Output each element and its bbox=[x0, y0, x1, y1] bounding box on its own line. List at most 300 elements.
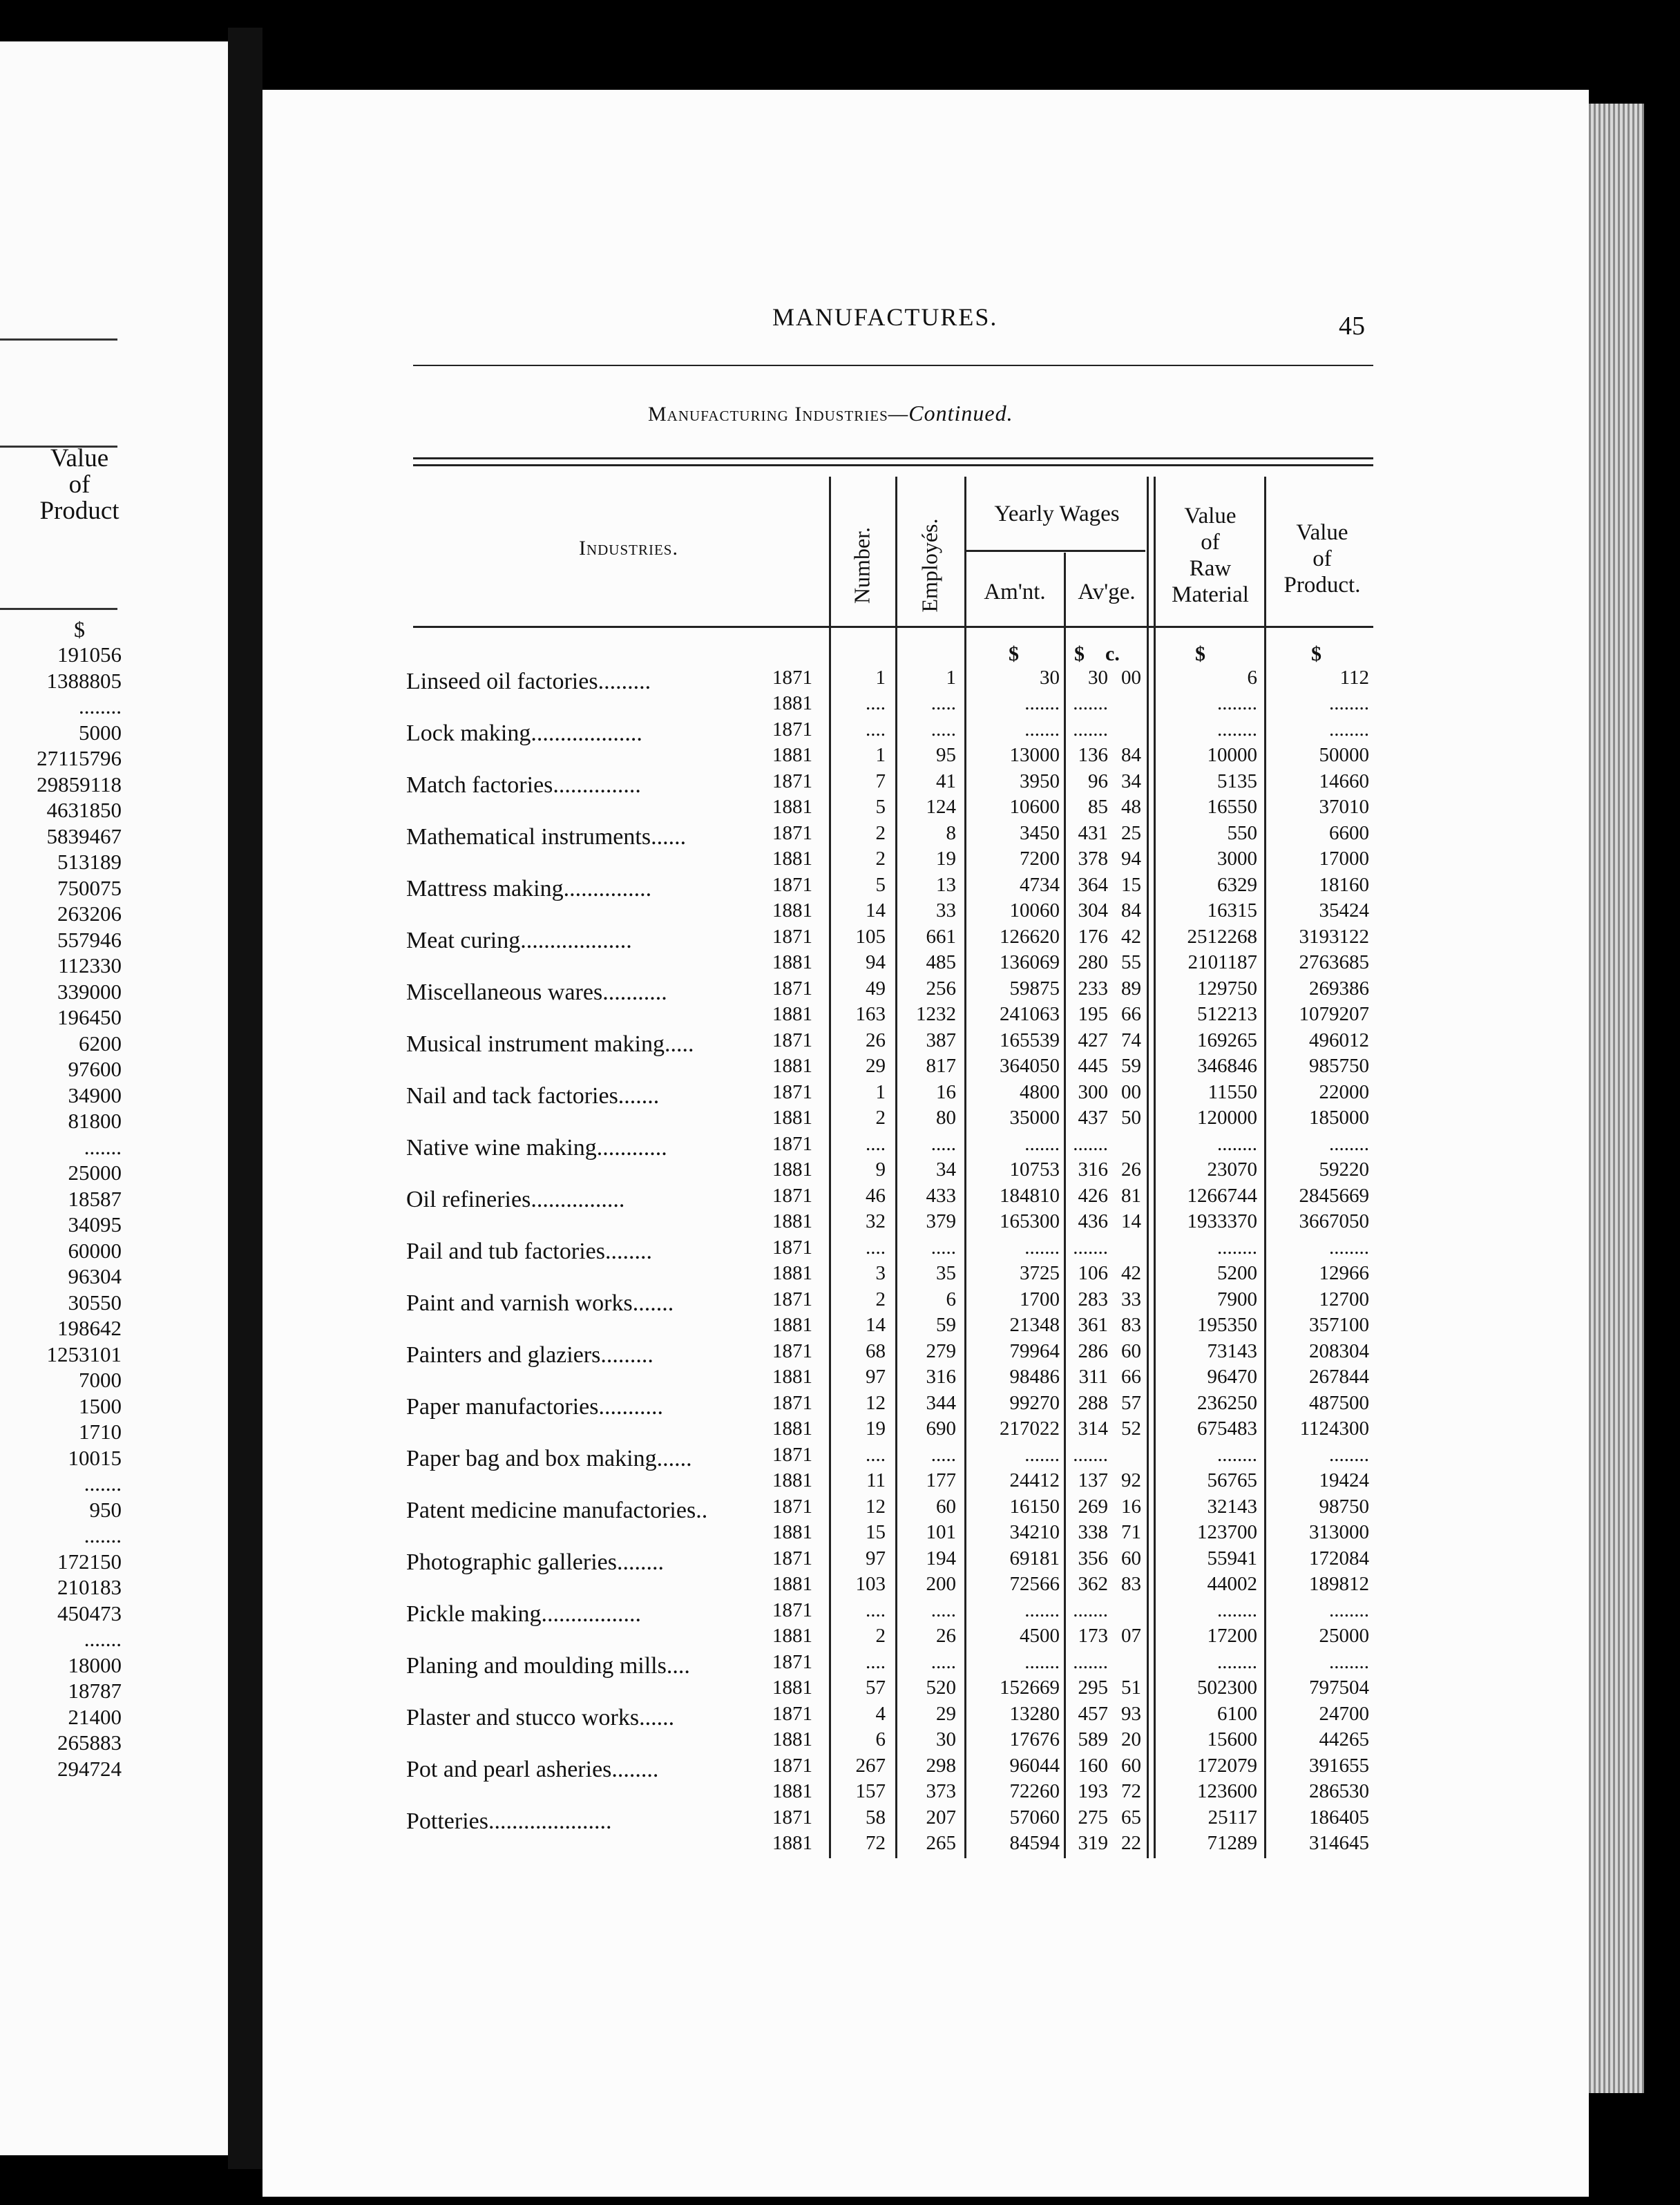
average-dollars-cell: 437 bbox=[1078, 1107, 1108, 1129]
industry-name: Meat curing................... bbox=[406, 928, 632, 953]
number-cell: 2 bbox=[875, 1107, 886, 1129]
raw-material-cell: 44002 bbox=[1207, 1573, 1257, 1595]
number-cell: 1 bbox=[875, 744, 886, 766]
left-dollar-unit: $ bbox=[74, 617, 85, 642]
amount-cell: ....... bbox=[1024, 1133, 1060, 1155]
year-cell: 1871 bbox=[772, 1392, 812, 1414]
average-dollars-cell: 96 bbox=[1088, 770, 1108, 792]
employes-cell: 33 bbox=[936, 899, 956, 922]
number-cell: 157 bbox=[855, 1780, 886, 1802]
average-dollars-cell: ....... bbox=[1073, 1444, 1108, 1466]
product-cell: 487500 bbox=[1309, 1392, 1369, 1414]
amount-cell: 24412 bbox=[1009, 1469, 1060, 1491]
year-cell: 1871 bbox=[772, 1029, 812, 1051]
number-cell: 68 bbox=[866, 1340, 886, 1362]
product-cell: 50000 bbox=[1319, 744, 1369, 766]
raw-material-cell: 25117 bbox=[1208, 1806, 1257, 1829]
year-cell: 1871 bbox=[772, 718, 812, 741]
raw-material-cell: 32143 bbox=[1207, 1496, 1257, 1518]
left-page-value: 27115796 bbox=[37, 746, 122, 770]
product-cell: 59220 bbox=[1319, 1158, 1369, 1181]
left-page-value: 18587 bbox=[68, 1186, 122, 1211]
employes-cell: 124 bbox=[926, 796, 956, 818]
year-cell: 1871 bbox=[772, 1496, 812, 1518]
amount-cell: 57060 bbox=[1009, 1806, 1060, 1829]
raw-material-cell: 129750 bbox=[1197, 977, 1257, 1000]
raw-material-cell: 550 bbox=[1227, 822, 1257, 844]
employes-cell: 194 bbox=[926, 1547, 956, 1569]
leader-dots: ............... bbox=[563, 876, 652, 901]
employes-cell: 16 bbox=[936, 1081, 956, 1103]
product-cell: 185000 bbox=[1309, 1107, 1369, 1129]
raw-material-cell: 120000 bbox=[1197, 1107, 1257, 1129]
employes-cell: 265 bbox=[926, 1832, 956, 1854]
industry-name: Nail and tack factories....... bbox=[406, 1083, 660, 1109]
average-cents-cell: 33 bbox=[1121, 1288, 1141, 1310]
employes-cell: 177 bbox=[926, 1469, 956, 1491]
number-cell: 57 bbox=[866, 1677, 886, 1699]
year-cell: 1881 bbox=[772, 1003, 812, 1025]
average-dollars-cell: 431 bbox=[1078, 822, 1108, 844]
year-cell: 1871 bbox=[772, 1237, 812, 1259]
product-cell: 12700 bbox=[1319, 1288, 1369, 1310]
employes-cell: ..... bbox=[930, 692, 956, 714]
number-cell: 94 bbox=[866, 951, 886, 973]
amount-cell: 30 bbox=[1040, 667, 1060, 689]
leader-dots: ........ bbox=[616, 1549, 664, 1575]
average-dollars-cell: 356 bbox=[1078, 1547, 1108, 1569]
employes-cell: 19 bbox=[936, 848, 956, 870]
average-cents-cell: 89 bbox=[1121, 977, 1141, 1000]
leader-dots: ................ bbox=[531, 1187, 625, 1212]
year-cell: 1881 bbox=[772, 848, 812, 870]
amount-cell: 217022 bbox=[1000, 1418, 1060, 1440]
raw-material-cell: 10000 bbox=[1207, 744, 1257, 766]
amount-cell: 184810 bbox=[1000, 1185, 1060, 1207]
product-cell: 314645 bbox=[1309, 1832, 1369, 1854]
year-cell: 1881 bbox=[772, 796, 812, 818]
leader-dots: ..................... bbox=[488, 1808, 612, 1834]
product-cell: 357100 bbox=[1309, 1314, 1369, 1336]
product-cell: 14660 bbox=[1319, 770, 1369, 792]
left-page-value: 25000 bbox=[68, 1161, 122, 1185]
average-dollars-cell: ....... bbox=[1073, 1237, 1108, 1259]
product-cell: 18160 bbox=[1319, 874, 1369, 896]
employes-cell: 34 bbox=[936, 1158, 956, 1181]
year-cell: 1871 bbox=[772, 874, 812, 896]
amount-cell: 10753 bbox=[1009, 1158, 1060, 1181]
amount-cell: 126620 bbox=[1000, 926, 1060, 948]
average-dollars-cell: 30 bbox=[1088, 667, 1108, 689]
number-cell: 7 bbox=[875, 770, 886, 792]
number-cell: .... bbox=[866, 1133, 886, 1155]
average-dollars-cell: 378 bbox=[1078, 848, 1108, 870]
amount-cell: 69181 bbox=[1009, 1547, 1060, 1569]
amount-cell: 79964 bbox=[1009, 1340, 1060, 1362]
number-cell: 3 bbox=[875, 1262, 886, 1284]
product-cell: ........ bbox=[1329, 718, 1369, 741]
year-cell: 1881 bbox=[772, 1728, 812, 1750]
year-cell: 1881 bbox=[772, 1262, 812, 1284]
industry-name: Potteries..................... bbox=[406, 1808, 612, 1834]
raw-material-cell: 73143 bbox=[1207, 1340, 1257, 1362]
year-cell: 1881 bbox=[772, 899, 812, 922]
average-dollars-cell: 280 bbox=[1078, 951, 1108, 973]
employes-cell: 26 bbox=[936, 1625, 956, 1647]
number-cell: 9 bbox=[875, 1158, 886, 1181]
table-title-text: Manufacturing Industries bbox=[648, 403, 888, 426]
left-page-value: ....... bbox=[84, 1523, 122, 1547]
average-dollars-cell: 300 bbox=[1078, 1081, 1108, 1103]
average-dollars-cell: 195 bbox=[1078, 1003, 1108, 1025]
amount-cell: 165539 bbox=[1000, 1029, 1060, 1051]
product-cell: 35424 bbox=[1319, 899, 1369, 922]
year-cell: 1871 bbox=[772, 1133, 812, 1155]
number-cell: 46 bbox=[866, 1185, 886, 1207]
book-spine bbox=[228, 28, 262, 2169]
employes-cell: 379 bbox=[926, 1210, 956, 1232]
industry-name: Photographic galleries........ bbox=[406, 1549, 664, 1575]
average-dollars-cell: 304 bbox=[1078, 899, 1108, 922]
product-cell: 6600 bbox=[1329, 822, 1369, 844]
left-page-value: 1388805 bbox=[46, 668, 122, 693]
number-cell: 26 bbox=[866, 1029, 886, 1051]
average-cents-cell: 00 bbox=[1121, 1081, 1141, 1103]
raw-material-cell: 169265 bbox=[1197, 1029, 1257, 1051]
average-dollars-cell: 269 bbox=[1078, 1496, 1108, 1518]
industry-name: Planing and moulding mills.... bbox=[406, 1653, 690, 1679]
industry-name: Pickle making................. bbox=[406, 1601, 641, 1627]
left-page-value: 10015 bbox=[68, 1445, 122, 1470]
left-page-value: 18000 bbox=[68, 1652, 122, 1677]
average-dollars-cell: 445 bbox=[1078, 1055, 1108, 1077]
average-cents-cell: 84 bbox=[1121, 899, 1141, 922]
amount-cell: 3450 bbox=[1020, 822, 1060, 844]
amount-cell: ....... bbox=[1024, 718, 1060, 741]
industry-name: Pail and tub factories........ bbox=[406, 1239, 652, 1264]
left-page-value: 263206 bbox=[57, 901, 122, 926]
product-cell: 17000 bbox=[1319, 848, 1369, 870]
employes-cell: 6 bbox=[946, 1288, 956, 1310]
left-page-value: 191056 bbox=[57, 642, 122, 667]
leader-dots: ............... bbox=[553, 772, 641, 798]
average-cents-cell: 74 bbox=[1121, 1029, 1141, 1051]
year-cell: 1871 bbox=[772, 926, 812, 948]
raw-material-cell: 16550 bbox=[1207, 796, 1257, 818]
leader-dots: ......... bbox=[600, 1342, 653, 1368]
product-cell: 37010 bbox=[1319, 796, 1369, 818]
running-head: MANUFACTURES. bbox=[772, 303, 998, 331]
year-cell: 1881 bbox=[772, 1366, 812, 1388]
number-cell: 58 bbox=[866, 1806, 886, 1829]
left-page-value: 1500 bbox=[79, 1393, 122, 1418]
year-cell: 1881 bbox=[772, 1055, 812, 1077]
leader-dots: ......... bbox=[598, 669, 651, 694]
header-rule bbox=[413, 365, 1373, 366]
employes-cell: 80 bbox=[936, 1107, 956, 1129]
amount-cell: 241063 bbox=[1000, 1003, 1060, 1025]
industry-name: Match factories............... bbox=[406, 772, 641, 798]
page-number: 45 bbox=[1339, 312, 1365, 341]
average-cents-cell: 72 bbox=[1121, 1780, 1141, 1802]
left-page-value: 60000 bbox=[68, 1238, 122, 1263]
amount-unit: $ bbox=[1009, 642, 1019, 665]
amount-cell: 35000 bbox=[1009, 1107, 1060, 1129]
average-cents-cell: 15 bbox=[1121, 874, 1141, 896]
year-cell: 1881 bbox=[772, 1780, 812, 1802]
employes-cell: 41 bbox=[936, 770, 956, 792]
number-cell: 12 bbox=[866, 1392, 886, 1414]
amount-cell: 3950 bbox=[1020, 770, 1060, 792]
amount-cell: 1700 bbox=[1020, 1288, 1060, 1310]
left-page-value: 198642 bbox=[57, 1316, 122, 1340]
number-cell: 103 bbox=[855, 1573, 886, 1595]
industries-header: Industries. bbox=[578, 537, 678, 560]
number-cell: 49 bbox=[866, 977, 886, 1000]
industry-name: Painters and glaziers......... bbox=[406, 1342, 653, 1368]
average-cents-cell: 34 bbox=[1121, 770, 1141, 792]
left-page-value: 339000 bbox=[57, 979, 122, 1004]
year-cell: 1871 bbox=[772, 977, 812, 1000]
raw-material-cell: 56765 bbox=[1207, 1469, 1257, 1491]
raw-material-cell: 6329 bbox=[1217, 874, 1257, 896]
product-cell: 286530 bbox=[1309, 1780, 1369, 1802]
product-cell: ........ bbox=[1329, 1237, 1369, 1259]
average-cents-cell: 66 bbox=[1121, 1003, 1141, 1025]
average-dollars-cell: ....... bbox=[1073, 692, 1108, 714]
employes-cell: 433 bbox=[926, 1185, 956, 1207]
left-page-value: 294724 bbox=[57, 1756, 122, 1781]
average-cents-cell: 81 bbox=[1121, 1185, 1141, 1207]
amount-cell: 10060 bbox=[1009, 899, 1060, 922]
industry-name: Mattress making............... bbox=[406, 876, 652, 901]
wages-rule bbox=[964, 550, 1145, 552]
year-cell: 1871 bbox=[772, 1288, 812, 1310]
left-page-value: 513189 bbox=[57, 850, 122, 874]
left-page-value: 557946 bbox=[57, 927, 122, 952]
raw-unit: $ bbox=[1195, 642, 1205, 665]
industry-name: Paper bag and box making...... bbox=[406, 1446, 692, 1471]
raw-material-header bbox=[1156, 503, 1264, 608]
raw-material-cell: ........ bbox=[1217, 692, 1257, 714]
average-dollars-cell: 589 bbox=[1078, 1728, 1108, 1750]
year-cell: 1881 bbox=[772, 1521, 812, 1543]
raw-material-cell: 675483 bbox=[1197, 1418, 1257, 1440]
product-cell: 44265 bbox=[1319, 1728, 1369, 1750]
number-cell: 105 bbox=[855, 926, 886, 948]
table-top-rule bbox=[413, 464, 1373, 466]
amount-cell: 136069 bbox=[1000, 951, 1060, 973]
number-cell: 72 bbox=[866, 1832, 886, 1854]
employes-cell: 256 bbox=[926, 977, 956, 1000]
number-cell: 2 bbox=[875, 848, 886, 870]
employes-cell: 373 bbox=[926, 1780, 956, 1802]
average-unit: $ c. bbox=[1074, 642, 1120, 665]
employes-cell: ..... bbox=[930, 1651, 956, 1673]
average-cents-cell: 94 bbox=[1121, 848, 1141, 870]
average-cents-cell: 59 bbox=[1121, 1055, 1141, 1077]
amount-cell: 3725 bbox=[1020, 1262, 1060, 1284]
amount-cell: 152669 bbox=[1000, 1677, 1060, 1699]
year-cell: 1881 bbox=[772, 951, 812, 973]
average-dollars-cell: 288 bbox=[1078, 1392, 1108, 1414]
number-cell: 29 bbox=[866, 1055, 886, 1077]
year-cell: 1881 bbox=[772, 692, 812, 714]
industry-name: Oil refineries................ bbox=[406, 1187, 625, 1212]
raw-material-cell: 123700 bbox=[1197, 1521, 1257, 1543]
amount-cell: 72566 bbox=[1009, 1573, 1060, 1595]
average-cents-cell: 14 bbox=[1121, 1210, 1141, 1232]
amount-cell: 72260 bbox=[1009, 1780, 1060, 1802]
employes-cell: 690 bbox=[926, 1418, 956, 1440]
employes-cell: 316 bbox=[926, 1366, 956, 1388]
raw-material-cell: 6 bbox=[1247, 667, 1257, 689]
product-cell: 391655 bbox=[1309, 1755, 1369, 1777]
amount-cell: 364050 bbox=[1000, 1055, 1060, 1077]
year-cell: 1871 bbox=[772, 1081, 812, 1103]
left-page-value: ....... bbox=[84, 1471, 122, 1496]
raw-material-cell: 3000 bbox=[1217, 848, 1257, 870]
leader-dots: ...... bbox=[651, 824, 687, 850]
raw-material-cell: 96470 bbox=[1207, 1366, 1257, 1388]
product-cell: 25000 bbox=[1319, 1625, 1369, 1647]
employes-cell: 817 bbox=[926, 1055, 956, 1077]
left-header-line: Value bbox=[50, 444, 109, 472]
average-dollars-cell: 338 bbox=[1078, 1521, 1108, 1543]
product-cell: 267844 bbox=[1309, 1366, 1369, 1388]
leader-dots: ...... bbox=[656, 1446, 692, 1471]
number-cell: 32 bbox=[866, 1210, 886, 1232]
average-dollars-cell: ....... bbox=[1073, 1599, 1108, 1621]
raw-material-cell: 2512268 bbox=[1187, 926, 1257, 948]
product-cell: 1079207 bbox=[1299, 1003, 1369, 1025]
left-page-value: 196450 bbox=[57, 1005, 122, 1029]
left-page-value: 5000 bbox=[79, 720, 122, 745]
number-cell: 4 bbox=[875, 1703, 886, 1725]
leader-dots: .... bbox=[666, 1653, 690, 1679]
product-cell: ........ bbox=[1329, 1651, 1369, 1673]
average-cents-cell: 07 bbox=[1121, 1625, 1141, 1647]
product-header-line: of bbox=[1312, 546, 1332, 571]
employes-cell: 29 bbox=[936, 1703, 956, 1725]
product-cell: ........ bbox=[1329, 1599, 1369, 1621]
leader-dots: ................... bbox=[520, 928, 632, 953]
number-cell: 1 bbox=[875, 667, 886, 689]
product-cell: 12966 bbox=[1319, 1262, 1369, 1284]
employes-cell: 30 bbox=[936, 1728, 956, 1750]
product-cell: 2845669 bbox=[1299, 1185, 1369, 1207]
page-edges bbox=[1589, 104, 1644, 2093]
average-cents-cell: 48 bbox=[1121, 796, 1141, 818]
amount-cell: 4800 bbox=[1020, 1081, 1060, 1103]
average-cents-cell: 52 bbox=[1121, 1418, 1141, 1440]
year-cell: 1881 bbox=[772, 1418, 812, 1440]
amount-cell: ....... bbox=[1024, 1599, 1060, 1621]
number-cell: 267 bbox=[855, 1755, 886, 1777]
raw-material-cell: 6100 bbox=[1217, 1703, 1257, 1725]
left-page-value: 4631850 bbox=[46, 798, 122, 822]
product-cell: 19424 bbox=[1319, 1469, 1369, 1491]
number-cell: 2 bbox=[875, 1625, 886, 1647]
raw-material-cell: 236250 bbox=[1197, 1392, 1257, 1414]
employes-header: Employés. bbox=[917, 518, 942, 613]
average-dollars-cell: 361 bbox=[1078, 1314, 1108, 1336]
employes-cell: 8 bbox=[946, 822, 956, 844]
number-cell: 2 bbox=[875, 1288, 886, 1310]
table-title bbox=[648, 401, 1013, 426]
product-header bbox=[1267, 519, 1377, 598]
employes-cell: ..... bbox=[930, 1237, 956, 1259]
year-cell: 1881 bbox=[772, 1314, 812, 1336]
number-cell: 5 bbox=[875, 796, 886, 818]
number-cell: 2 bbox=[875, 822, 886, 844]
employes-cell: 344 bbox=[926, 1392, 956, 1414]
average-dollars-cell: ....... bbox=[1073, 1651, 1108, 1673]
average-dollars-cell: 275 bbox=[1078, 1806, 1108, 1829]
product-cell: 208304 bbox=[1309, 1340, 1369, 1362]
product-cell: 496012 bbox=[1309, 1029, 1369, 1051]
year-cell: 1881 bbox=[772, 1158, 812, 1181]
average-dollars-cell: 316 bbox=[1078, 1158, 1108, 1181]
employes-cell: 661 bbox=[926, 926, 956, 948]
average-cents-cell: 20 bbox=[1121, 1728, 1141, 1750]
product-cell: 24700 bbox=[1319, 1703, 1369, 1725]
average-cents-cell: 71 bbox=[1121, 1521, 1141, 1543]
raw-material-cell: 17200 bbox=[1207, 1625, 1257, 1647]
raw-header-line: of bbox=[1201, 530, 1220, 555]
product-cell: 3667050 bbox=[1299, 1210, 1369, 1232]
left-page-value: 750075 bbox=[57, 875, 122, 900]
product-cell: 3193122 bbox=[1299, 926, 1369, 948]
average-dollars-cell: 106 bbox=[1078, 1262, 1108, 1284]
average-dollars-cell: 457 bbox=[1078, 1703, 1108, 1725]
average-cents-cell: 55 bbox=[1121, 951, 1141, 973]
employes-cell: ..... bbox=[930, 718, 956, 741]
left-page-value: 6200 bbox=[79, 1031, 122, 1056]
left-page-value: ....... bbox=[84, 1134, 122, 1159]
average-dollars-cell: 193 bbox=[1078, 1780, 1108, 1802]
number-cell: 14 bbox=[866, 899, 886, 922]
employes-cell: 1232 bbox=[916, 1003, 956, 1025]
left-page-value: 950 bbox=[89, 1497, 122, 1522]
raw-material-cell: 11550 bbox=[1208, 1081, 1257, 1103]
average-cents-cell: 00 bbox=[1121, 667, 1141, 689]
industry-name: Linseed oil factories......... bbox=[406, 669, 651, 694]
amount-cell: 13280 bbox=[1009, 1703, 1060, 1725]
employes-cell: 387 bbox=[926, 1029, 956, 1051]
product-cell: 985750 bbox=[1309, 1055, 1369, 1077]
product-cell: 112 bbox=[1339, 667, 1369, 689]
industry-name: Pot and pearl asheries........ bbox=[406, 1757, 659, 1782]
employes-cell: 298 bbox=[926, 1755, 956, 1777]
left-header-line: Product bbox=[39, 497, 120, 525]
amount-cell: ....... bbox=[1024, 1237, 1060, 1259]
leader-dots: ............ bbox=[596, 1135, 667, 1161]
number-cell: 15 bbox=[866, 1521, 886, 1543]
raw-material-cell: 1933370 bbox=[1187, 1210, 1257, 1232]
amount-cell: 4734 bbox=[1020, 874, 1060, 896]
raw-header-line: Material bbox=[1172, 582, 1249, 607]
leader-dots: ....... bbox=[632, 1290, 674, 1316]
year-cell: 1881 bbox=[772, 1573, 812, 1595]
raw-material-cell: 7900 bbox=[1217, 1288, 1257, 1310]
number-cell: .... bbox=[866, 1599, 886, 1621]
employes-cell: 13 bbox=[936, 874, 956, 896]
average-dollars-cell: 160 bbox=[1078, 1755, 1108, 1777]
average-cents-cell: 60 bbox=[1121, 1340, 1141, 1362]
average-dollars-cell: ....... bbox=[1073, 718, 1108, 741]
leader-dots: ................... bbox=[531, 720, 642, 746]
